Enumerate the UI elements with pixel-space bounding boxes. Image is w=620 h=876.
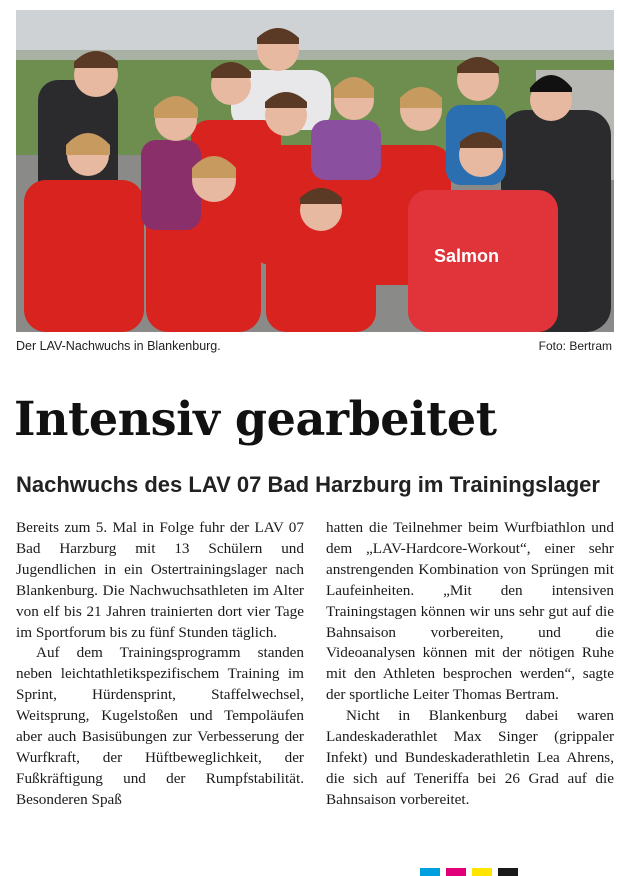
photo-caption: Der LAV-Nachwuchs in Blankenburg.: [16, 339, 221, 353]
article-headline: Intensiv gearbeitet: [14, 392, 497, 447]
shirt-text: Salmon: [434, 246, 500, 266]
print-mark-black: [498, 868, 518, 876]
print-mark-yellow: [472, 868, 492, 876]
print-mark-magenta: [446, 868, 466, 876]
team-photo: [16, 10, 614, 332]
article-column-right: [326, 518, 614, 811]
team-photo-illustration: [16, 10, 614, 332]
paragraph: Auf dem Trainingsprogramm standen neben leichtathletikspezifischem Training im Sprint, Hürdensprint, Staffelwechsel, Weitsprung, Kugelstoßen und Tempoläufen aber auch Basisübungen zur Verbesserung der Wurfkraft, der Hüftbeweglichkeit, der Fußkräftigung und der Rumpfstabilität. Besonderen Spaß: [16, 644, 304, 808]
paragraph: hatten die Teilnehmer beim Wurfbiathlon und dem „LAV-Hardcore-Workout“, einer sehr anstrengenden Kombination von Sprüngen mit Laufeinheiten. „Mit den intensiven Trainingstagen können wir uns sehr gut auf die Bahnsaison vorbereiten, und die Videoanalysen können mit der nötigen Ruhe mit den Athleten besprochen werden“, sagte der sportliche Leiter Thomas Bertram.: [326, 519, 614, 704]
photo-credit: Foto: Bertram: [538, 339, 612, 353]
paragraph: Nicht in Blankenburg dabei waren Landeskaderathlet Max Singer (grippaler Infekt) und Bundeskaderathletin Lea Ahrens, die sich auf Teneriffa bei 26 Grad auf die Bahnsaison vorbereitet.: [326, 707, 614, 808]
article-column-left: [16, 518, 304, 811]
print-mark-cyan: [420, 868, 440, 876]
article-subheadline: Nachwuchs des LAV 07 Bad Harzburg im Trainingslager: [16, 472, 600, 497]
paragraph: Bereits zum 5. Mal in Folge fuhr der LAV 07 Bad Harzburg mit 13 Schülern und Jugendlichen in ein Ostertrainingslager nach Blankenburg. Die Nachwuchsathleten im Alter von elf bis 21 Jahren trainierten dort vier Tage im Sportforum bis zu fünf Stunden täglich.: [16, 519, 304, 641]
